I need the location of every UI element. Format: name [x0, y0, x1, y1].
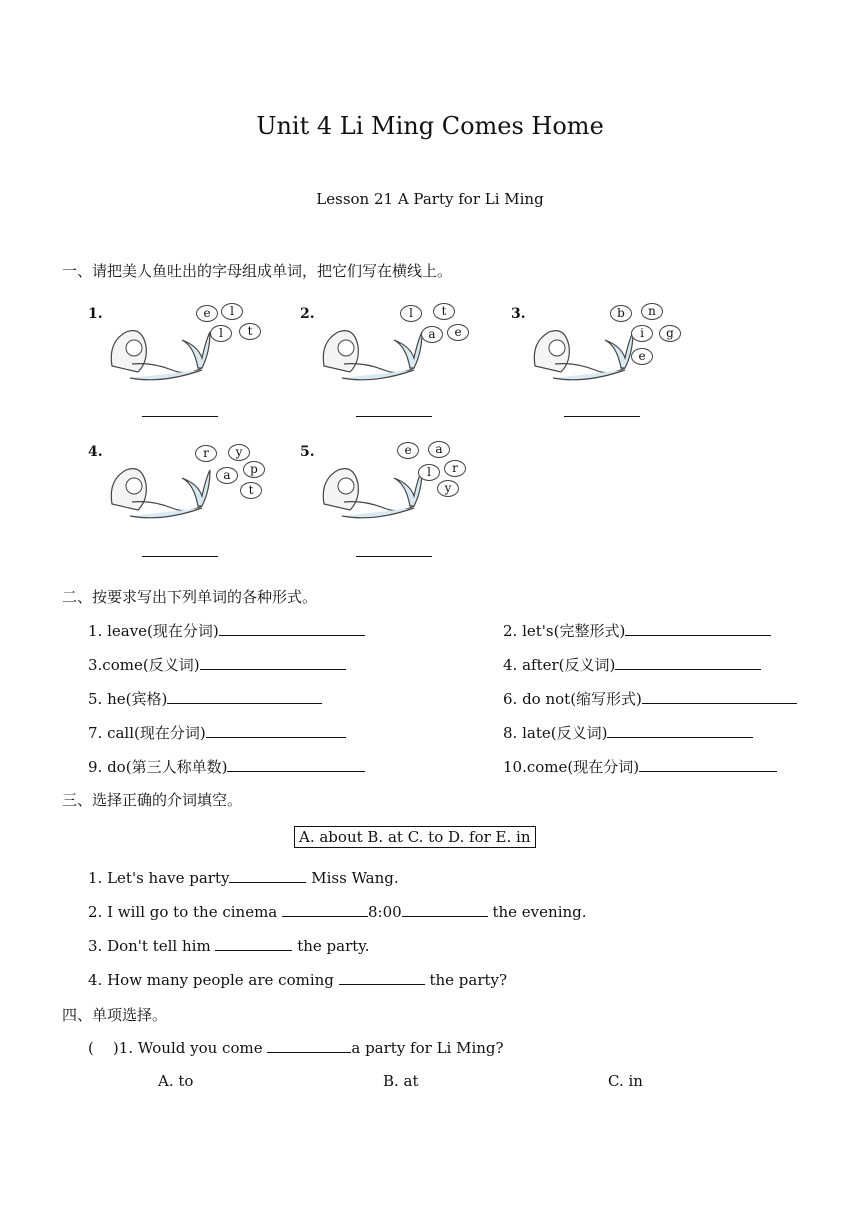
answer-blank[interactable]	[227, 757, 365, 772]
preposition-options-box: A. about B. at C. to D. for E. in	[294, 826, 536, 848]
letter-bubble: g	[659, 325, 681, 342]
word-form-item-6	[503, 688, 797, 709]
word-form-item-1	[88, 620, 365, 641]
answer-blank[interactable]	[215, 936, 292, 951]
word-form-item-9	[88, 756, 365, 777]
answer-blank[interactable]	[282, 902, 368, 917]
letter-bubble: a	[216, 467, 238, 484]
letter-bubble: l	[210, 325, 232, 342]
q-text: Miss Wang.	[306, 869, 399, 887]
item-number: 3.	[511, 306, 526, 322]
letter-bubble: e	[397, 442, 419, 459]
letter-bubble: r	[444, 460, 466, 477]
letter-bubble: i	[631, 325, 653, 342]
word-form-prompt: 5. he(宾格)	[88, 690, 168, 708]
answer-blank[interactable]	[615, 655, 761, 670]
mermaid-illustration	[314, 318, 424, 388]
letter-bubble: l	[400, 305, 422, 322]
letter-bubble: n	[641, 303, 663, 320]
letter-bubble: e	[447, 324, 469, 341]
answer-blank[interactable]	[206, 723, 346, 738]
answer-blank[interactable]	[167, 689, 322, 704]
q-text: the party?	[424, 971, 508, 989]
section3-heading: 三、选择正确的介词填空。	[62, 791, 243, 809]
word-form-item-7	[88, 722, 346, 743]
prep-question-4	[88, 970, 507, 989]
mermaid-illustration	[102, 318, 212, 388]
word-form-item-4	[503, 654, 761, 675]
letter-bubble: t	[433, 303, 455, 320]
page-title: Unit 4 Li Ming Comes Home	[256, 112, 604, 140]
answer-line[interactable]	[356, 416, 432, 417]
prep-question-1	[88, 868, 399, 887]
choice-question-1	[88, 1038, 504, 1057]
answer-paren[interactable]: ( )	[88, 1039, 119, 1057]
word-form-prompt: 3.come(反义词)	[88, 656, 200, 674]
section1-heading: 一、请把美人鱼吐出的字母组成单词，把它们写在横线上。	[62, 262, 453, 280]
answer-blank[interactable]	[402, 902, 488, 917]
letter-bubble: e	[631, 348, 653, 365]
q-text: a party for Li Ming?	[351, 1039, 504, 1057]
answer-blank[interactable]	[642, 689, 797, 704]
choice-option-b[interactable]: B. at	[383, 1072, 419, 1090]
letter-bubble: e	[196, 305, 218, 322]
word-form-item-2	[503, 620, 771, 641]
word-form-prompt: 2. let's(完整形式)	[503, 622, 626, 640]
item-number: 2.	[300, 306, 315, 322]
letter-bubble: r	[195, 445, 217, 462]
choice-option-c[interactable]: C. in	[608, 1072, 643, 1090]
answer-blank[interactable]	[267, 1038, 351, 1053]
choice-option-a[interactable]: A. to	[158, 1072, 194, 1090]
word-form-prompt: 9. do(第三人称单数)	[88, 758, 228, 776]
letter-bubble: y	[437, 480, 459, 497]
answer-blank[interactable]	[607, 723, 753, 738]
item-number: 4.	[88, 444, 103, 460]
word-form-prompt: 4. after(反义词)	[503, 656, 616, 674]
word-form-item-8	[503, 722, 753, 743]
answer-blank[interactable]	[200, 655, 346, 670]
q-text: the party.	[292, 937, 370, 955]
letter-bubble: l	[221, 303, 243, 320]
word-form-prompt: 7. call(现在分词)	[88, 724, 206, 742]
letter-bubble: l	[418, 464, 440, 481]
mermaid-illustration	[314, 456, 424, 526]
mermaid-illustration	[525, 318, 635, 388]
section4-heading: 四、单项选择。	[62, 1006, 168, 1024]
q-text: 8:00	[368, 903, 402, 921]
word-form-prompt: 10.come(现在分词)	[503, 758, 640, 776]
word-form-item-10	[503, 756, 777, 777]
mermaid-illustration	[102, 456, 212, 526]
q-text: 1. Would you come	[118, 1039, 268, 1057]
answer-blank[interactable]	[625, 621, 771, 636]
prep-question-2	[88, 902, 587, 921]
answer-line[interactable]	[356, 556, 432, 557]
word-form-item-3	[88, 654, 346, 675]
letter-bubble: y	[228, 444, 250, 461]
q-text: 1. Let's have party	[88, 869, 230, 887]
letter-bubble: p	[243, 461, 265, 478]
answer-line[interactable]	[142, 416, 218, 417]
q-text: 3. Don't tell him	[88, 937, 216, 955]
item-number: 5.	[300, 444, 315, 460]
q-text: 2. I will go to the cinema	[88, 903, 283, 921]
letter-bubble: a	[428, 441, 450, 458]
item-number: 1.	[88, 306, 103, 322]
answer-line[interactable]	[142, 556, 218, 557]
mermaid-card-3	[511, 300, 691, 390]
q-text: the evening.	[487, 903, 587, 921]
q-text: 4. How many people are coming	[88, 971, 339, 989]
word-form-item-5	[88, 688, 322, 709]
lesson-subtitle: Lesson 21 A Party for Li Ming	[316, 190, 544, 208]
answer-line[interactable]	[564, 416, 640, 417]
word-form-prompt: 1. leave(现在分词)	[88, 622, 219, 640]
letter-bubble: a	[421, 326, 443, 343]
answer-blank[interactable]	[339, 970, 425, 985]
answer-blank[interactable]	[639, 757, 777, 772]
letter-bubble: b	[610, 305, 632, 322]
letter-bubble: t	[239, 323, 261, 340]
letter-bubble: t	[240, 482, 262, 499]
section2-heading: 二、按要求写出下列单词的各种形式。	[62, 588, 318, 606]
prep-question-3	[88, 936, 370, 955]
word-form-prompt: 6. do not(缩写形式)	[503, 690, 642, 708]
answer-blank[interactable]	[229, 868, 306, 883]
answer-blank[interactable]	[219, 621, 365, 636]
word-form-prompt: 8. late(反义词)	[503, 724, 608, 742]
